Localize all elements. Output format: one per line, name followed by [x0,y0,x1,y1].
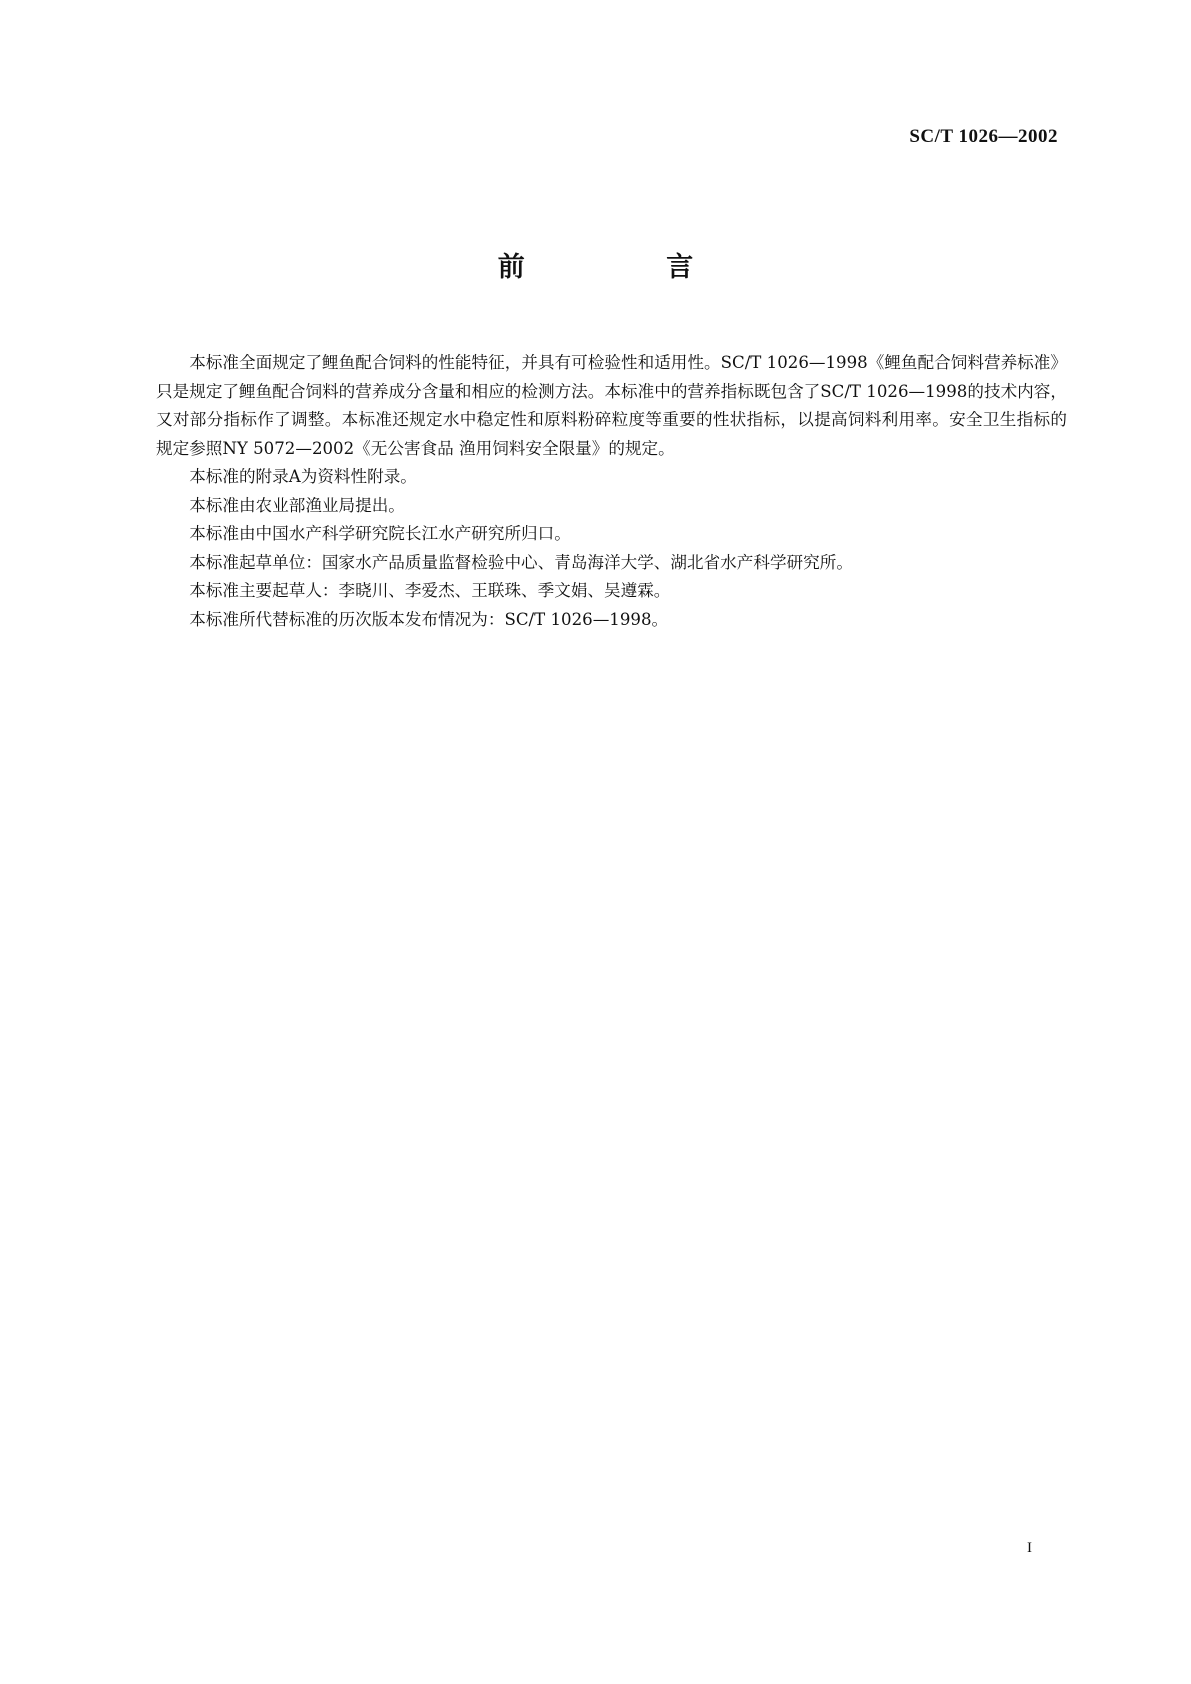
page-number: I [1027,1540,1032,1556]
page-title: 前 言 [497,252,760,283]
paragraph-proposer: 本标准由农业部渔业局提出。 [189,495,405,515]
paragraph-drafting-units: 本标准起草单位：国家水产品质量监督检验中心、青岛海洋大学、湖北省水产科学研究所。 [189,552,853,572]
standard-code: SC/T 1026—2002 [909,126,1058,147]
paragraph-scope: 本标准全面规定了鲤鱼配合饲料的性能特征，并具有可检验性和适用性。SC/T 1026—1998《鲤鱼配合饲料营养标准》只是规定了鲤鱼配合饲料的营养成分含量和相应的检测方法。本标准中的营养指标既包含了SC/T 1026—1998的技术内容，又对部分指标作了调整。本标准还规定水中稳定性和原料粉碎粒度等重要的性状指标，以提高饲料利用率。安全卫生指标的规定参照NY 5072—2002《无公害食品 渔用饲料安全限量》的规定。 [156,353,1067,458]
paragraph-replaced-versions: 本标准所代替标准的历次版本发布情况为：SC/T 1026—1998。 [189,609,669,629]
foreword-body [156,349,1067,634]
paragraph-drafters: 本标准主要起草人：李晓川、李爱杰、王联珠、季文娟、吴遵霖。 [189,581,671,600]
paragraph-appendix: 本标准的附录A为资料性附录。 [189,467,417,486]
paragraph-centralized-unit: 本标准由中国水产科学研究院长江水产研究所归口。 [189,524,571,543]
